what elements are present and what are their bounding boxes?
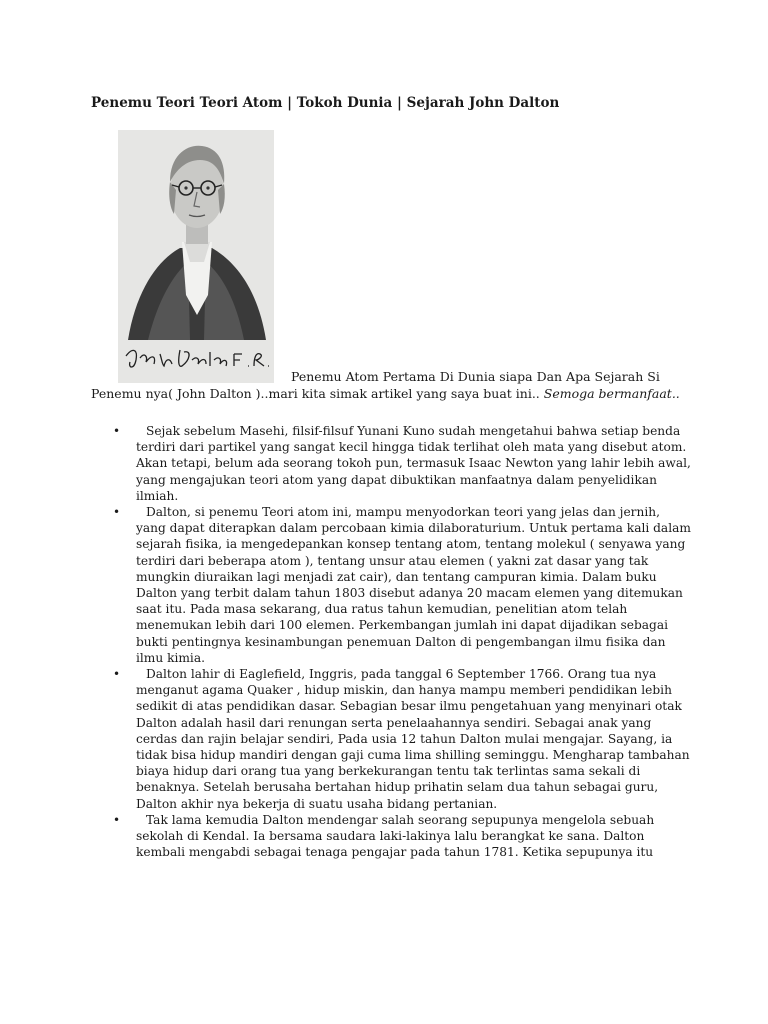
intro-italic-text: Semoga bermanfaat.. — [543, 386, 680, 401]
bullet-item — [91, 423, 691, 504]
intro-line-2 — [91, 385, 691, 402]
bullet-icon: • — [113, 667, 121, 682]
bullet-text: Tak lama kemudia Dalton mendengar salah seorang sepupunya mengelola sebuah sekolah di Kendal. Ia bersama saudara laki-lakinya lalu berangkat ke sana. Dalton kembali mengabdi sebagai tenaga pengajar pada tahun 1781. Ketika sepupunya itu — [136, 812, 655, 860]
portrait-engraving — [118, 130, 274, 383]
bullet-list — [91, 423, 691, 860]
intro-line-1: Penemu Atom Pertama Di Dunia siapa Dan Apa Sejarah Si — [291, 369, 660, 384]
bullet-item — [91, 666, 691, 812]
bullet-item — [91, 812, 691, 861]
bullet-icon: • — [113, 505, 121, 520]
intro-line-2-text: Penemu nya( John Dalton )..mari kita simak artikel yang saya buat ini.. — [91, 386, 540, 401]
bullet-text: Sejak sebelum Masehi, filsif-filsuf Yunani Kuno sudah mengetahui bahwa setiap benda terdiri dari partikel yang sangat kecil hingga tidak terlihat oleh mata yang disebut atom. Akan tetapi, belum ada seorang tokoh pun, termasuk Isaac Newton yang lahir lebih awal, yang mengajukan teori atom yang dapat dibuktikan manfaatnya dalam penyelidikan ilmiah. — [136, 424, 691, 503]
bullet-icon: • — [113, 424, 121, 438]
intro-paragraph — [91, 368, 691, 402]
bullet-text: Dalton lahir di Eaglefield, Inggris, pada tanggal 6 September 1766. Orang tua nya menganut agama Quaker , hidup miskin, dan hanya mampu memberi pendidikan lebih sedikit di atas pendidikan dasar. Sebagian besar ilmu pengetahuan yang menyinari otak Dalton adalah hasil dari renungan serta penelaahannya sendiri. Sebagai anak yang cerdas dan rajin belajar sendiri, Pada usia 12 tahun Dalton mulai mengajar. Sayang, ia tidak bisa hidup mandiri dengan gaji cuma lima shilling seminggu. Mengharap tambahan biaya hidup dari orang tua yang berkekurangan tentu tak terlintas sama sekali di benaknya. Setelah berusaha bertahan hidup prihatin selam dua tahun sebagai guru, Dalton akhir nya bekerja di suatu usaha bidang pertanian. — [136, 667, 690, 811]
bullet-item — [91, 504, 691, 666]
bullet-text: Dalton, si penemu Teori atom ini, mampu menyodorkan teori yang jelas dan jernih, yang dapat diterapkan dalam percobaan kimia dilaboraturium. Untuk pertama kali dalam sejarah fisika, ia mengedepankan konsep tentang atom, tentang molekul ( senyawa yang terdiri dari beberapa atom ), tentang unsur atau elemen ( yakni zat dasar yang tak mungkin diuraikan lagi menjadi zat cair), dan tentang campuran kimia. Dalam buku Dalton yang terbit dalam tahun 1803 disebut adanya 20 macam elemen yang ditemukan saat itu. Pada masa sekarang, dua ratus tahun kemudian, penelitian atom telah menemukan lebih dari 100 elemen. Perkembangan jumlah ini dapat dijadikan sebagai bukti pentingnya kesinambungan penemuan Dalton di pengembangan ilmu fisika dan ilmu kimia. — [136, 505, 691, 665]
page-title: Penemu Teori Teori Atom | Tokoh Dunia | Sejarah John Dalton — [91, 95, 560, 111]
bullet-icon: • — [113, 812, 121, 827]
john-dalton-portrait — [118, 130, 274, 383]
